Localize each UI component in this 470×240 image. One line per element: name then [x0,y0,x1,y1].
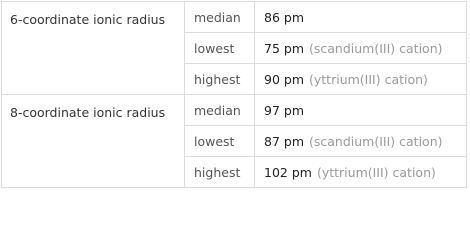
value-note: (yttrium(III) cation) [316,164,436,180]
value-text: 87 pm [264,133,304,149]
value-text: 97 pm [264,102,304,118]
stat-label: median [185,2,255,33]
value-text: 75 pm [264,40,304,56]
property-name: 8-coordinate ionic radius [2,95,185,188]
property-name: 6-coordinate ionic radius [2,2,185,95]
properties-table [1,1,467,188]
value-cell [255,157,467,188]
stat-label: highest [185,157,255,188]
value-cell [255,126,467,157]
value-text: 102 pm [264,164,312,180]
stat-label: median [185,95,255,126]
value-note: (scandium(III) cation) [309,133,443,149]
value-cell [255,95,467,126]
stat-label: highest [185,64,255,95]
stat-label: lowest [185,33,255,64]
value-text: 86 pm [264,9,304,25]
value-note: (scandium(III) cation) [309,40,443,56]
table-row [2,95,467,126]
table-row [2,2,467,33]
stat-label: lowest [185,126,255,157]
value-cell [255,64,467,95]
value-note: (yttrium(III) cation) [309,71,428,87]
value-cell [255,2,467,33]
value-cell [255,33,467,64]
value-text: 90 pm [264,71,304,87]
